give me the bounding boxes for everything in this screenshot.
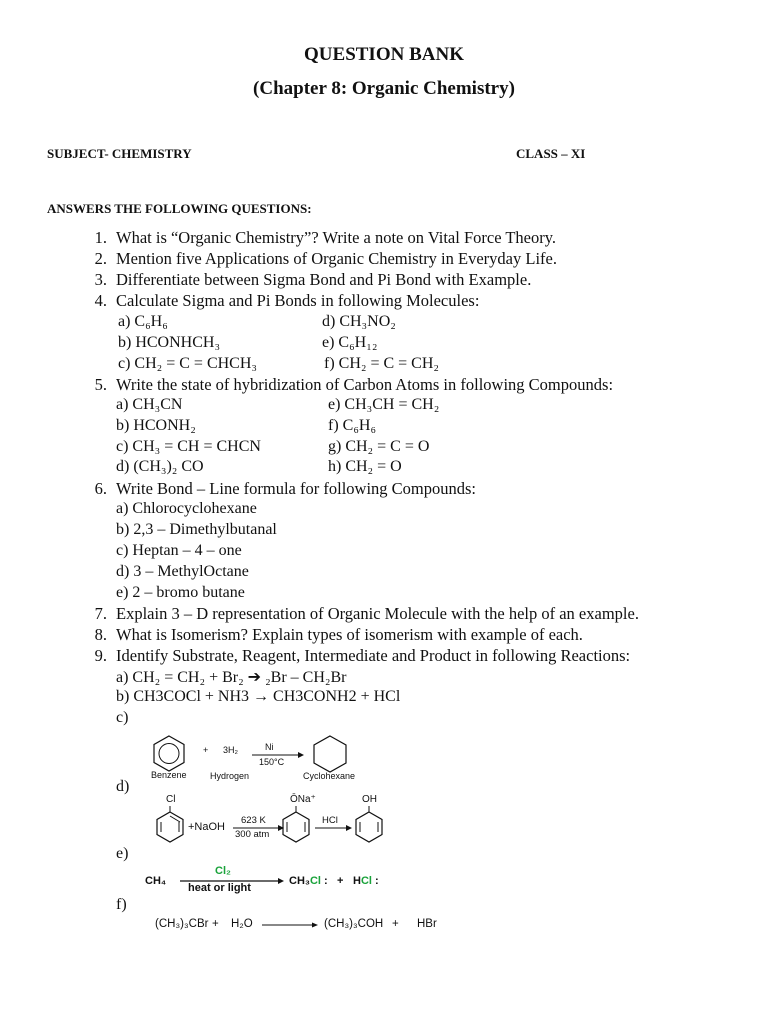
reaction-f-arrow: [262, 921, 322, 929]
question-text: Calculate Sigma and Pi Bonds in following Molecules:: [116, 291, 480, 310]
reaction-f-product2: HBr: [417, 918, 437, 930]
question-text: Identify Substrate, Reagent, Intermediate and Product in following Reactions:: [116, 646, 631, 665]
reaction-d-cl: Cl: [166, 794, 176, 805]
reaction-c-temp: 150°C: [259, 757, 285, 767]
q9-item-d-label: d): [116, 778, 130, 795]
reaction-c-h2: 3H₂: [223, 745, 238, 755]
question-number: 1.: [94, 228, 107, 247]
reaction-f-plus2: +: [392, 918, 399, 930]
reaction-f-reactant1: (CH₃)₃CBr: [155, 918, 209, 930]
q5-item-e: e) CH₃CH = CH₂: [328, 396, 440, 413]
cyclohexane-ring: [314, 736, 346, 772]
question-item: [85, 375, 745, 395]
q5-item-c: c) CH₃ = CH = CHCN: [116, 438, 261, 455]
reaction-c-structures: [150, 735, 370, 775]
question-item: [85, 646, 745, 666]
reaction-e-condition: heat or light: [188, 882, 251, 894]
question-item: [85, 228, 745, 248]
question-number: 9.: [94, 646, 107, 665]
question-number: 7.: [94, 604, 107, 623]
reaction-e-plus: +: [337, 875, 344, 887]
subject-label: SUBJECT- CHEMISTRY: [47, 146, 192, 161]
reaction-d-hcl: HCl: [322, 815, 338, 826]
question-item: [85, 604, 745, 624]
reaction-c-hydrogen-label: Hydrogen: [210, 771, 250, 781]
q6-item-b: b) 2,3 – Dimethylbutanal: [116, 521, 277, 538]
reaction-c-arrowhead: [298, 752, 304, 758]
class-label: CLASS – XI: [516, 146, 586, 161]
reaction-e-product2: HCl :: [353, 875, 379, 887]
reaction-f-plus1: +: [212, 918, 219, 930]
q4-item-a: a) C₆H₆: [118, 313, 168, 330]
question-text: Differentiate between Sigma Bond and Pi Bond with Example.: [116, 270, 532, 289]
q5-item-a: a) CH₃CN: [116, 396, 183, 413]
reaction-d-ona: ŌNa⁺: [290, 794, 316, 805]
q6-item-e: e) 2 – bromo butane: [116, 584, 245, 601]
reaction-f-product1: (CH₃)₃COH: [324, 918, 384, 930]
reaction-d-naoh: +NaOH: [188, 821, 225, 833]
q4-item-e: e) C₆H₁₂: [322, 334, 378, 351]
reaction-e-product1: CH₃Cl :: [289, 875, 328, 887]
q6-item-a: a) Chlorocyclohexane: [116, 500, 257, 517]
question-text: What is “Organic Chemistry”? Write a note on Vital Force Theory.: [116, 228, 557, 247]
q9-item-a: a) CH₂ = CH₂ + Br₂ ➔ ₂Br – CH₂Br: [116, 669, 347, 686]
question-number: 5.: [94, 375, 107, 394]
question-item: [85, 270, 745, 290]
reaction-c-catalyst: Ni: [265, 742, 274, 752]
reaction-c-cyclohexane-label: Cyclohexane: [303, 771, 356, 781]
reaction-d-structures: [150, 798, 390, 843]
reaction-d-oh: OH: [362, 794, 377, 805]
reaction-e-ch4: CH₄: [145, 875, 167, 887]
q5-item-d: d) (CH₃)₂ CO: [116, 458, 204, 475]
section-heading: ANSWERS THE FOLLOWING QUESTIONS:: [47, 201, 312, 216]
question-number: 2.: [94, 249, 107, 268]
reaction-e-hcl-cl: Cl: [360, 875, 372, 887]
reaction-f-reactant2: H₂O: [231, 918, 253, 930]
reaction-e-cl2: Cl₂: [215, 865, 231, 877]
reaction-d-temp: 623 K: [241, 815, 266, 826]
q4-item-b: b) HCONHCH₃: [118, 334, 221, 351]
question-item: [85, 291, 745, 311]
q4-item-f: f) CH₂ = C = CH₂: [324, 355, 439, 372]
reaction-e-ch3: CH₃: [289, 875, 310, 887]
page-subtitle: (Chapter 8: Organic Chemistry): [253, 78, 515, 99]
q5-item-h: h) CH₂ = O: [328, 458, 402, 475]
question-item: [85, 249, 745, 269]
reaction-c-plus: +: [203, 745, 209, 755]
q5-item-b: b) HCONH₂: [116, 417, 196, 434]
question-number: 6.: [94, 479, 107, 498]
question-number: 4.: [94, 291, 107, 310]
question-item: [85, 479, 745, 499]
question-text: Mention five Applications of Organic Chemistry in Everyday Life.: [116, 249, 557, 268]
q4-item-d: d) CH₃NO₂: [322, 313, 396, 330]
reaction-e-cl-product: Cl: [309, 875, 321, 887]
q9-item-e-label: e): [116, 845, 129, 862]
question-number: 3.: [94, 270, 107, 289]
q9-item-f-label: f): [116, 896, 127, 913]
q4-item-c: c) CH₂ = C = CHCH₃: [118, 355, 257, 372]
q9-item-b: b) CH3COCl + NH3 → CH3CONH2 + HCl: [116, 688, 401, 705]
question-text: Write Bond – Line formula for following Compounds:: [116, 479, 476, 498]
reaction-c-benzene-label: Benzene: [151, 770, 187, 780]
q6-item-c: c) Heptan – 4 – one: [116, 542, 242, 559]
question-text: Explain 3 – D representation of Organic Molecule with the help of an example.: [116, 604, 639, 623]
question-item: [85, 625, 745, 645]
q6-item-d: d) 3 – MethylOctane: [116, 563, 249, 580]
q9-item-c-label: c): [116, 709, 129, 726]
question-text: What is Isomerism? Explain types of isomerism with example of each.: [116, 625, 583, 644]
question-text: Write the state of hybridization of Carbon Atoms in following Compounds:: [116, 375, 614, 394]
question-number: 8.: [94, 625, 107, 644]
q5-item-g: g) CH₂ = C = O: [328, 438, 430, 455]
page-title: QUESTION BANK: [304, 44, 464, 65]
reaction-d-pressure: 300 atm: [235, 829, 270, 840]
q5-item-f: f) C₆H₆: [328, 417, 377, 434]
benzene-aromatic-circle: [159, 744, 179, 764]
reaction-e-h: H: [353, 875, 361, 887]
